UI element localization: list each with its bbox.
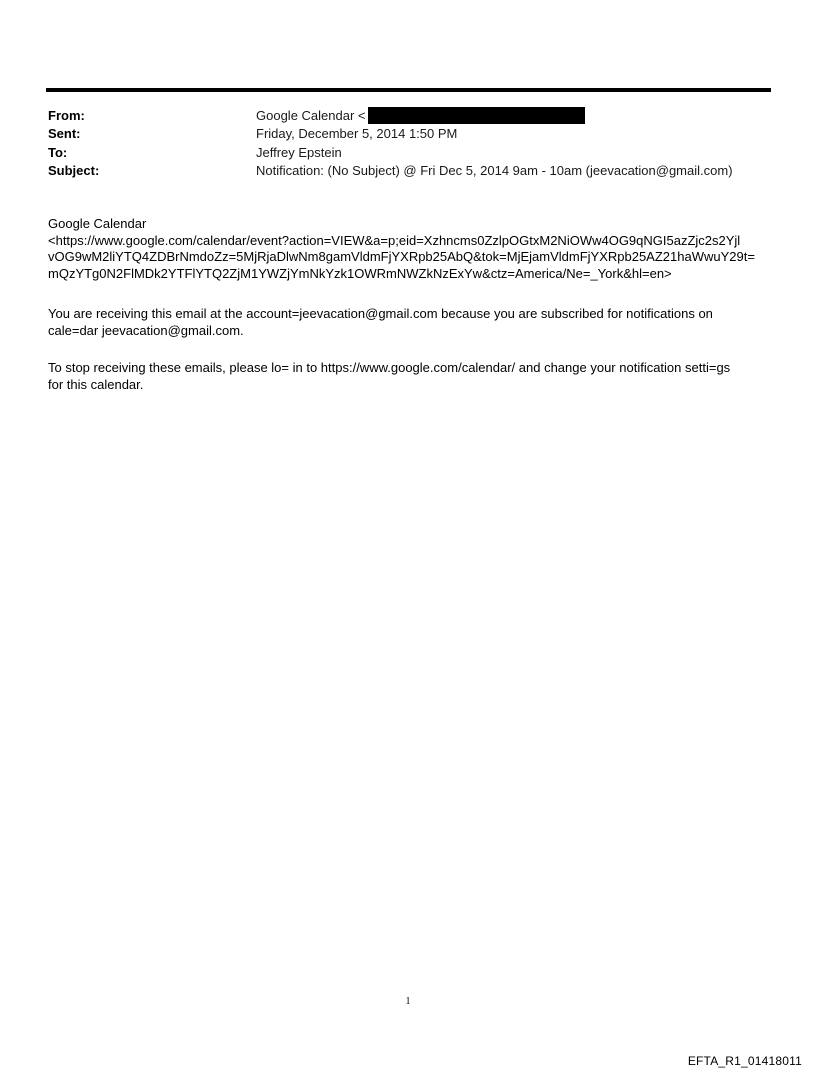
- account-line: You are receiving this email at the account=jeevacation@gmail.com because you are subscribed for notifications on: [48, 306, 713, 321]
- subject-value: Notification: (No Subject) @ Fri Dec 5, 2014 9am - 10am (jeevacation@gmail.com): [256, 163, 733, 178]
- sent-value: Friday, December 5, 2014 1:50 PM: [256, 126, 458, 141]
- unsubscribe-line: To stop receiving these emails, please lo= in to https://www.google.com/calendar/ and change your notification setti=gs: [48, 360, 731, 375]
- unsubscribe-line: for this calendar.: [48, 376, 144, 392]
- account-line: cale=dar jeevacation@gmail.com.: [48, 322, 244, 338]
- page-number: 1: [405, 996, 411, 1007]
- calendar-link-line[interactable]: mQzYTg0N2FlMDk2YTFlYTQ2ZjM1YWZjYmNkYzk1OWRmNWZkNzExYw&ctz=America/Ne=_York&hl=en>: [48, 265, 672, 281]
- to-label: To:: [48, 145, 68, 160]
- bates-number: EFTA_R1_01418011: [687, 1054, 802, 1068]
- from-sender: Google Calendar <: [256, 108, 366, 123]
- from-label: From:: [48, 108, 85, 123]
- calendar-title: Google Calendar: [48, 216, 147, 231]
- calendar-link-line[interactable]: vOG9wM2liYTQ4ZDBrNmdoZz=5MjRjaDlwNm8gamVldmFjYXRpb25AbQ&tok=MjEjamVldmFjYXRpb25AZ21haWwuY29t=: [48, 249, 755, 264]
- calendar-link-block: [48, 216, 778, 282]
- unsubscribe-paragraph: [48, 360, 778, 393]
- from-value: [256, 107, 585, 125]
- account-paragraph: [48, 306, 778, 339]
- header-divider: [46, 88, 771, 92]
- calendar-link-line[interactable]: <https://www.google.com/calendar/event?action=VIEW&a=p;eid=Xzhncms0ZzlpOGtxM2NiOWw4OG9qNGI5azZjc2s2Yjl: [48, 232, 741, 248]
- subject-label: Subject:: [48, 163, 100, 178]
- sent-label: Sent:: [48, 126, 81, 141]
- redaction-box: [368, 107, 585, 124]
- to-value: Jeffrey Epstein: [256, 145, 342, 160]
